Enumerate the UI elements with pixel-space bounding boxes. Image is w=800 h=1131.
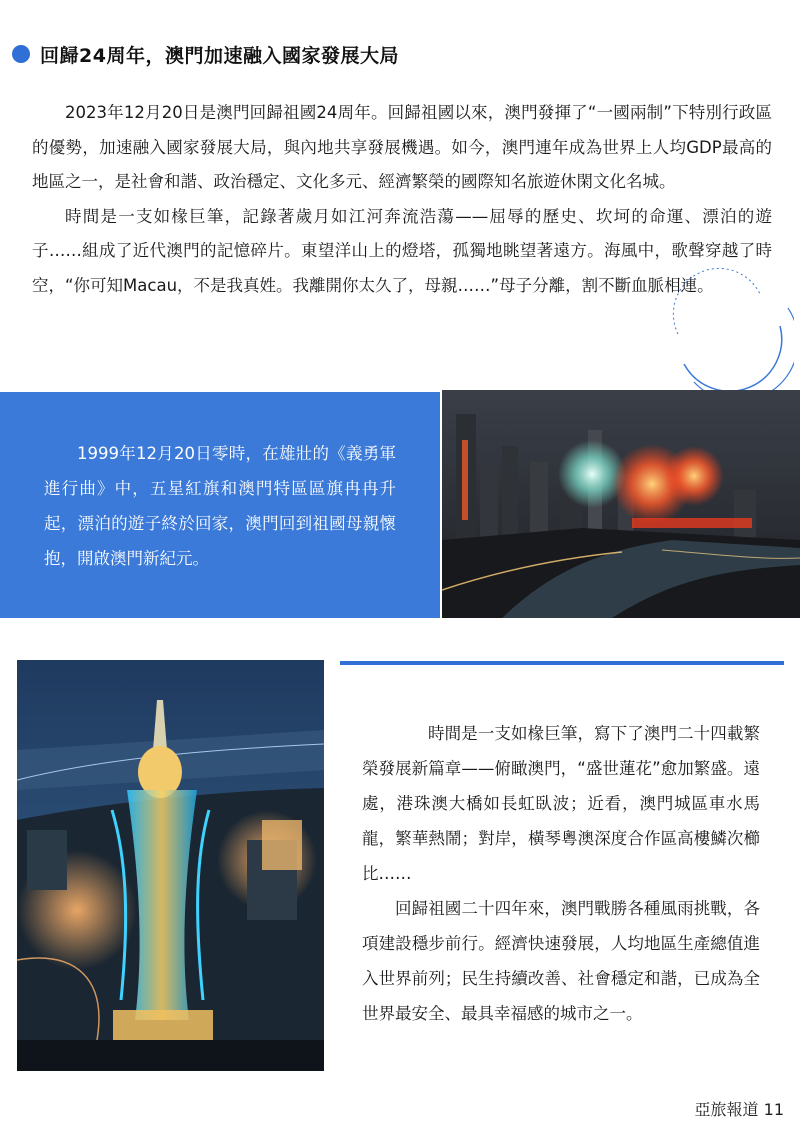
intro-paragraph-2: 時間是一支如椽巨筆，記錄著歲月如江河奔流浩蕩——屈辱的歷史、坎坷的命運、漂泊的遊子……組成了近代澳門的記憶碎片。東望洋山上的燈塔，孤獨地眺望著遠方。海風中，歌聲穿越了時空，“你可知Macau，不是我真姓。我離開你太久了，母親……”母子分離，割不斷血脈相連。 bbox=[32, 206, 772, 295]
bullet-dot-icon bbox=[12, 45, 30, 63]
page-title: 回歸24周年，澳門加速融入國家發展大局 bbox=[40, 44, 399, 67]
highlight-panel-text: 1999年12月20日零時，在雄壯的《義勇軍進行曲》中，五星紅旗和澳門特區區旗冉冉升起，漂泊的遊子終於回家，澳門回到祖國母親懷抱，開啟澳門新紀元。 bbox=[44, 444, 396, 568]
right-column-text bbox=[362, 716, 760, 1031]
decorative-arcs-icon bbox=[664, 264, 794, 394]
fireworks-night-photo bbox=[442, 390, 800, 618]
section-heading bbox=[12, 40, 399, 68]
page-footer: 亞旅報道 11 bbox=[694, 1100, 784, 1119]
grand-lisboa-photo bbox=[17, 660, 324, 1071]
intro-paragraph-1: 2023年12月20日是澳門回歸祖國24周年。回歸祖國以來，澳門發揮了“一國兩制”下特別行政區的優勢，加速融入國家發展大局，與內地共享發展機遇。如今，澳門連年成為世界上人均GDP最高的地區之一，是社會和諧、政治穩定、文化多元、經濟繁榮的國際知名旅遊休閑文化名城。 bbox=[32, 103, 772, 191]
right-paragraph-1: 時間是一支如椽巨筆，寫下了澳門二十四載繁榮發展新篇章——俯瞰澳門，“盛世蓮花”愈加繁盛。遠處，港珠澳大橋如長虹臥波；近看，澳門城區車水馬龍，繁華熱鬧；對岸，橫琴粵澳深度合作區高樓鱗次櫛比…… bbox=[362, 724, 760, 883]
divider-bar bbox=[340, 661, 784, 665]
intro-text bbox=[32, 96, 772, 303]
right-paragraph-2: 回歸祖國二十四年來，澳門戰勝各種風雨挑戰，各項建設穩步前行。經濟快速發展，人均地區生產總值進入世界前列；民生持續改善、社會穩定和諧，已成為全世界最安全、最具幸福感的城市之一。 bbox=[362, 899, 760, 1023]
